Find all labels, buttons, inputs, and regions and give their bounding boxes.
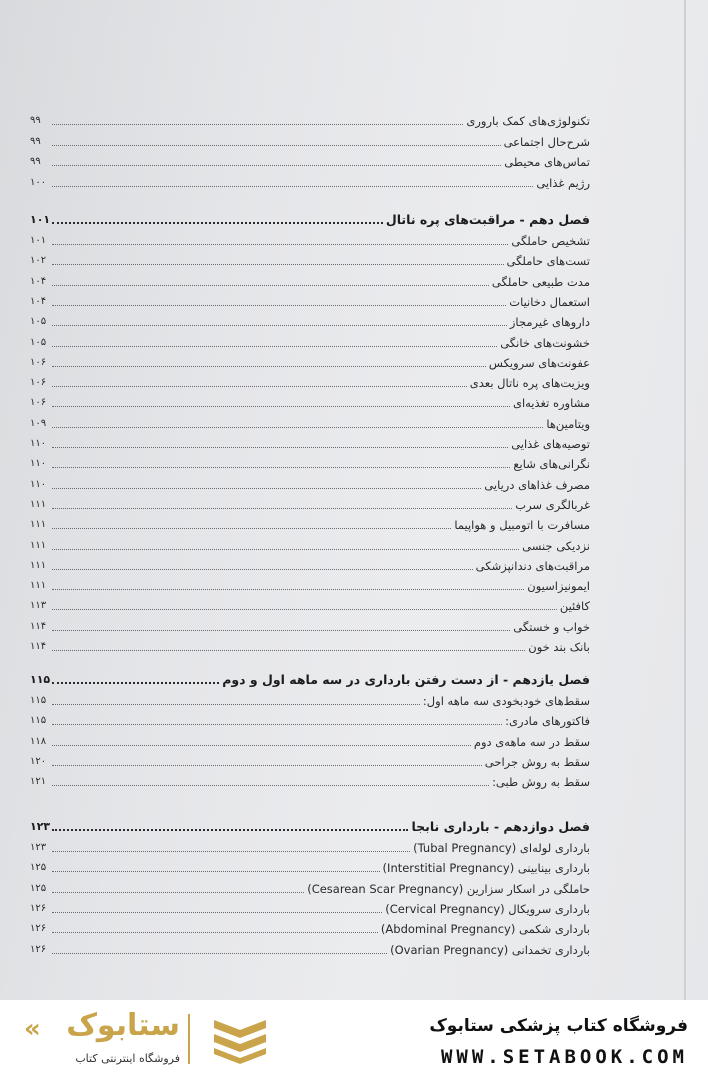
- dot-leader: [52, 467, 510, 468]
- toc-entry: [30, 896, 590, 916]
- entry-title: غربالگری سرب: [515, 497, 590, 512]
- entry-title: خشونت‌های خانگی: [500, 335, 590, 350]
- entry-title: بانک بند خون: [528, 640, 590, 654]
- page-number: ۱۱۴: [30, 641, 47, 652]
- dot-leader: [52, 264, 504, 265]
- page-number: ۱۰۱: [30, 235, 47, 246]
- entry-title: شرح‌حال اجتماعی: [503, 134, 590, 149]
- dot-leader: [52, 912, 382, 913]
- entry-title: ویتامین‌ها: [546, 416, 590, 431]
- brand-tagline: فروشگاه اینترنتی کتاب: [75, 1052, 180, 1065]
- toc-entry: [30, 411, 590, 431]
- page-number: ۱۱۰: [30, 478, 47, 490]
- shop-url[interactable]: WWW.SETABOOK.COM: [440, 1046, 688, 1068]
- dot-leader: [52, 488, 481, 489]
- toc-entry: [30, 248, 590, 268]
- toc-entry: [30, 533, 590, 553]
- entry-title: رژیم غذایی: [536, 175, 590, 190]
- page-number: ۱۱۵: [30, 695, 47, 706]
- toc-entry: [30, 729, 590, 749]
- entry-title: بارداری تخمدانی (Ovarian Pregnancy): [390, 942, 590, 957]
- dot-leader: [52, 829, 408, 831]
- toc-entry: [30, 149, 590, 169]
- page-number: ۱۲۶: [30, 902, 47, 914]
- page-number: ۱۲۵: [30, 882, 47, 894]
- entry-title: نزدیکی جنسی: [522, 538, 590, 553]
- brand-logo: [20, 1008, 180, 1072]
- chevron-logo-icon: «: [24, 1014, 41, 1044]
- toc-entry: [30, 749, 590, 769]
- dot-leader: [52, 222, 383, 224]
- page-number: ۱۰۱: [30, 213, 51, 226]
- entry-title: تماس‌های محیطی: [504, 155, 590, 169]
- chapter-heading: [30, 207, 590, 227]
- page-number: ۱۲۳: [30, 820, 51, 833]
- toc-entry: [30, 916, 590, 936]
- page-number: ۱۱۰: [30, 458, 47, 470]
- entry-title: سقط به روش جراحی: [484, 754, 590, 769]
- toc-entry: [30, 350, 590, 370]
- dot-leader: [52, 528, 451, 529]
- page-edge: [684, 0, 686, 1000]
- toc-entry: [30, 309, 590, 329]
- dot-leader: [52, 682, 219, 684]
- logo-divider: [188, 1014, 190, 1064]
- dot-leader: [52, 124, 463, 125]
- entry-title: کافئین: [559, 599, 590, 614]
- entry-title: سقط‌های خودبخودی سه ماهه اول:: [422, 694, 590, 708]
- entry-title: خواب و خستگی: [513, 619, 590, 634]
- entry-title: ایمونیزاسیون: [527, 579, 590, 594]
- dot-leader: [52, 871, 380, 872]
- toc-entry: [30, 614, 590, 634]
- page-number: ۹۹: [30, 156, 41, 167]
- page-number: ۱۱۵: [30, 673, 51, 686]
- toc-entry: [30, 431, 590, 451]
- dot-leader: [52, 186, 533, 187]
- toc-entry: [30, 269, 590, 289]
- entry-title: بارداری لوله‌ای (Tubal Pregnancy): [413, 841, 590, 855]
- entry-title: تست‌های حاملگی: [506, 254, 590, 269]
- dot-leader: [52, 650, 525, 651]
- dot-leader: [52, 366, 486, 367]
- page-number: ۱۰۴: [30, 295, 47, 307]
- page-number: ۱۱۳: [30, 600, 47, 612]
- dot-leader: [52, 724, 502, 725]
- entry-title: حاملگی در اسکار سزارین (Cesarean Scar Pregnancy): [307, 881, 590, 896]
- page-number: ۱۲۶: [30, 943, 47, 955]
- dot-leader: [52, 346, 497, 347]
- dot-leader: [52, 244, 508, 245]
- dot-leader: [52, 447, 508, 448]
- toc-entry: [30, 472, 590, 492]
- entry-title: ویزیت‌های پره ناتال بعدی: [469, 376, 590, 391]
- page-number: ۱۲۳: [30, 842, 47, 853]
- entry-title: تکنولوژی‌های کمک باروری: [466, 114, 590, 128]
- entry-title: مدت طبیعی حاملگی: [491, 274, 590, 289]
- page-number: ۱۱۱: [30, 498, 47, 510]
- chapter-title: فصل دهم - مراقبت‌های پره ناتال: [385, 212, 590, 227]
- dot-leader: [52, 549, 519, 550]
- entry-title: توصیه‌های غذایی: [511, 437, 590, 451]
- shop-name: فروشگاه کتاب پزشکی ستابوک: [429, 1016, 688, 1036]
- chapter-heading: [30, 814, 590, 834]
- entry-title: مشاوره تغذیه‌ای: [512, 396, 590, 411]
- page-number: ۱۲۵: [30, 862, 47, 874]
- toc-entry: [30, 390, 590, 410]
- chapter-title: فصل دوازدهم - بارداری نابجا: [411, 819, 590, 834]
- dot-leader: [52, 406, 510, 407]
- page-number: ۱۰۶: [30, 356, 47, 368]
- dot-leader: [52, 892, 304, 893]
- book-logo-icon: [210, 1014, 270, 1064]
- toc-entry: [30, 228, 590, 248]
- page-number: ۱۰۹: [30, 417, 47, 429]
- page-number: ۱۰۴: [30, 275, 47, 287]
- entry-title: فاکتورهای مادری:: [505, 714, 590, 729]
- toc-entry: [30, 708, 590, 728]
- dot-leader: [52, 145, 501, 146]
- dot-leader: [52, 589, 524, 590]
- page-number: ۱۰۲: [30, 255, 47, 267]
- entry-title: سقط در سه ماهه‌ی دوم: [473, 734, 590, 749]
- toc-entry: [30, 129, 590, 149]
- toc-entry: [30, 492, 590, 512]
- dot-leader: [52, 508, 512, 509]
- page-number: ۱۰۶: [30, 377, 47, 389]
- toc-entry: [30, 451, 590, 471]
- chapter-title: فصل یازدهم - از دست رفتن بارداری در سه ماهه اول و دوم: [222, 672, 590, 687]
- page-number: ۱۱۱: [30, 559, 47, 571]
- dot-leader: [52, 285, 489, 286]
- dot-leader: [52, 609, 557, 610]
- page-number: ۱۱۱: [30, 580, 47, 592]
- entry-title: بارداری سرویکال (Cervical Pregnancy): [385, 901, 590, 916]
- toc-entry: [30, 108, 590, 128]
- dot-leader: [52, 765, 482, 766]
- toc-entry: [30, 553, 590, 573]
- dot-leader: [52, 785, 489, 786]
- page-number: ۱۱۸: [30, 735, 47, 747]
- page-number: ۱۲۱: [30, 776, 47, 788]
- entry-title: مصرف غذاهای دریایی: [484, 477, 590, 492]
- toc-entry: [30, 289, 590, 309]
- toc-entry: [30, 573, 590, 593]
- page-number: ۱۰۵: [30, 336, 47, 348]
- page-number: ۱۱۰: [30, 438, 47, 449]
- chapter-heading: [30, 667, 590, 687]
- toc-entry: [30, 593, 590, 613]
- entry-title: استعمال دخانیات: [509, 294, 590, 309]
- toc-entry: [30, 855, 590, 875]
- page-number: ۱۱۴: [30, 620, 47, 632]
- dot-leader: [52, 630, 510, 631]
- entry-title: مراقبت‌های دندانپزشکی: [475, 558, 590, 573]
- dot-leader: [52, 745, 471, 746]
- entry-title: سقط به روش طبی:: [492, 775, 590, 790]
- dot-leader: [52, 165, 501, 166]
- entry-title: بارداری بینابینی (Interstitial Pregnancy): [382, 861, 590, 876]
- entry-title: تشخیص حاملگی: [511, 234, 590, 248]
- page-number: ۹۹: [30, 135, 41, 147]
- dot-leader: [52, 704, 420, 705]
- page-number: ۱۰۶: [30, 397, 47, 409]
- brand-name: ستابوک: [66, 1008, 180, 1043]
- dot-leader: [52, 953, 387, 954]
- page-number: ۹۹: [30, 115, 41, 126]
- toc-entry: [30, 370, 590, 390]
- toc-entry: [30, 170, 590, 190]
- entry-title: عفونت‌های سرویکس: [488, 355, 590, 370]
- toc-entry: [30, 876, 590, 896]
- page-number: ۱۱۵: [30, 715, 47, 727]
- dot-leader: [52, 325, 507, 326]
- toc-entry: [30, 634, 590, 654]
- dot-leader: [52, 932, 378, 933]
- toc-entry: [30, 688, 590, 708]
- dot-leader: [52, 851, 410, 852]
- toc-entry: [30, 330, 590, 350]
- entry-title: مسافرت با اتومبیل و هواپیما: [454, 518, 590, 533]
- toc-entry: [30, 937, 590, 957]
- entry-title: داروهای غیرمجاز: [509, 315, 590, 330]
- page-number: ۱۱۱: [30, 519, 47, 531]
- entry-title: بارداری شکمی (Abdominal Pregnancy): [380, 922, 590, 937]
- store-banner: [0, 1000, 708, 1080]
- page-number: ۱۱۱: [30, 539, 47, 551]
- toc-entry: [30, 769, 590, 789]
- toc-entry: [30, 512, 590, 532]
- dot-leader: [52, 427, 543, 428]
- page-number: ۱۰۵: [30, 316, 47, 328]
- page-number: ۱۲۶: [30, 923, 47, 935]
- entry-title: نگرانی‌های شایع: [513, 457, 590, 472]
- page-number: ۱۰۰: [30, 176, 47, 188]
- dot-leader: [52, 305, 506, 306]
- dot-leader: [52, 386, 467, 387]
- toc-entry: [30, 835, 590, 855]
- page-number: ۱۲۰: [30, 755, 47, 767]
- dot-leader: [52, 569, 473, 570]
